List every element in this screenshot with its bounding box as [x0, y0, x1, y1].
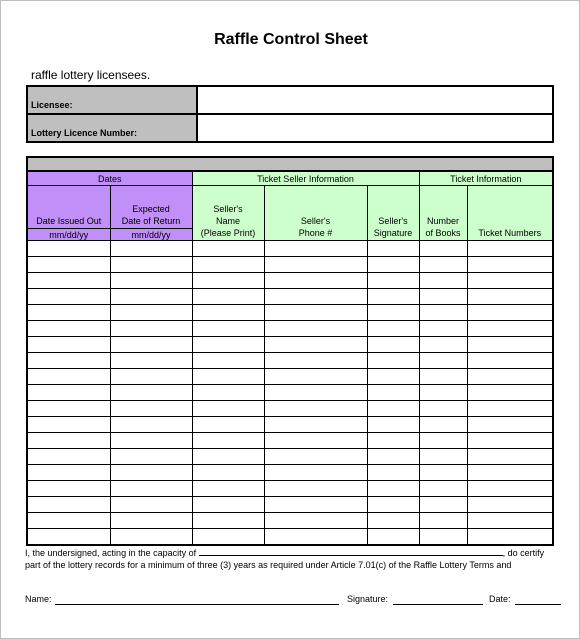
table-cell[interactable]	[110, 433, 192, 449]
table-row	[27, 497, 553, 513]
table-cell[interactable]	[192, 353, 264, 369]
table-cell[interactable]	[27, 305, 110, 321]
table-cell[interactable]	[110, 321, 192, 337]
table-cell[interactable]	[467, 337, 553, 353]
group-seller-info: Ticket Seller Information	[192, 171, 419, 186]
table-row	[27, 369, 553, 385]
table-cell[interactable]	[467, 353, 553, 369]
certification-line2: part of the lottery records for a minimum of three (3) years as required under Article 7.01(c) of the Raffle Lottery Terms and	[25, 560, 512, 570]
table-cell[interactable]	[264, 257, 367, 273]
signature-field[interactable]	[393, 604, 483, 605]
table-cell[interactable]	[27, 433, 110, 449]
table-row	[27, 241, 553, 257]
col-seller-name-line1: Seller's	[213, 204, 243, 214]
table-cell[interactable]	[192, 417, 264, 433]
table-cell[interactable]	[192, 289, 264, 305]
table-cell[interactable]	[192, 337, 264, 353]
col-seller-signature-line1: Seller's	[378, 216, 408, 226]
col-seller-name-line3: (Please Print)	[200, 228, 256, 238]
table-cell[interactable]	[367, 273, 419, 289]
table-row	[27, 353, 553, 369]
col-seller-signature-line2: Signature	[373, 228, 413, 238]
table-cell[interactable]	[419, 417, 467, 433]
table-cell[interactable]	[192, 273, 264, 289]
col-seller-phone-line2: Phone #	[298, 228, 333, 238]
table-cell[interactable]	[367, 449, 419, 465]
table-cell[interactable]	[419, 353, 467, 369]
page-title: Raffle Control Sheet	[214, 31, 368, 48]
table-cell[interactable]	[110, 513, 192, 529]
table-cell[interactable]	[367, 497, 419, 513]
group-header-row	[27, 171, 553, 186]
table-cell[interactable]	[367, 481, 419, 497]
table-cell[interactable]	[27, 513, 110, 529]
table-cell[interactable]	[467, 481, 553, 497]
table-cell[interactable]	[367, 433, 419, 449]
table-cell[interactable]	[192, 497, 264, 513]
table-cell[interactable]	[419, 401, 467, 417]
col-seller-name	[192, 186, 264, 241]
table-cell[interactable]	[110, 337, 192, 353]
table-cell[interactable]	[467, 241, 553, 257]
table-cell[interactable]	[419, 273, 467, 289]
certification-line1	[25, 546, 565, 559]
table-cell[interactable]	[367, 289, 419, 305]
table-row	[27, 305, 553, 321]
table-cell[interactable]	[27, 497, 110, 513]
table-cell[interactable]	[419, 257, 467, 273]
table-cell[interactable]	[27, 385, 110, 401]
table-cell[interactable]	[367, 529, 419, 546]
certification-text	[25, 546, 565, 571]
table-cell[interactable]	[264, 337, 367, 353]
table-cell[interactable]	[27, 289, 110, 305]
table-cell[interactable]	[110, 369, 192, 385]
table-row	[27, 433, 553, 449]
table-cell[interactable]	[192, 449, 264, 465]
table-row	[27, 465, 553, 481]
table-cell[interactable]	[27, 369, 110, 385]
table-cell[interactable]	[192, 305, 264, 321]
licence-number-row	[27, 114, 553, 142]
table-cell[interactable]	[110, 257, 192, 273]
certification-line1-end: , do certify	[502, 548, 545, 558]
raffle-control-table	[26, 156, 554, 546]
table-cell[interactable]	[467, 513, 553, 529]
table-row	[27, 257, 553, 273]
col-seller-signature	[367, 186, 419, 241]
capacity-field[interactable]	[199, 546, 503, 556]
group-ticket-info: Ticket Information	[419, 171, 553, 186]
licensee-info-table	[26, 85, 554, 143]
table-row	[27, 337, 553, 353]
table-cell[interactable]	[264, 353, 367, 369]
table-cell[interactable]	[27, 529, 110, 546]
group-dates: Dates	[27, 171, 192, 186]
table-cell[interactable]	[192, 513, 264, 529]
date-label: Date:	[489, 594, 511, 604]
table-cell[interactable]	[192, 321, 264, 337]
table-cell[interactable]	[367, 353, 419, 369]
table-row	[27, 273, 553, 289]
table-row	[27, 385, 553, 401]
table-cell[interactable]	[27, 417, 110, 433]
table-cell[interactable]	[419, 305, 467, 321]
col-seller-phone-line1: Seller's	[300, 216, 331, 226]
table-cell[interactable]	[419, 385, 467, 401]
col-date-issued-text: Date Issued Out	[36, 216, 102, 226]
table-cell[interactable]	[110, 241, 192, 257]
table-row	[27, 417, 553, 433]
table-row	[27, 321, 553, 337]
table-cell[interactable]	[110, 385, 192, 401]
col-expected-return	[110, 186, 192, 229]
table-cell[interactable]	[467, 529, 553, 546]
table-cell[interactable]	[27, 401, 110, 417]
table-cell[interactable]	[264, 321, 367, 337]
table-cell[interactable]	[110, 449, 192, 465]
table-cell[interactable]	[192, 385, 264, 401]
table-cell[interactable]	[419, 449, 467, 465]
table-cell[interactable]	[467, 369, 553, 385]
table-cell[interactable]	[467, 257, 553, 273]
table-cell[interactable]	[110, 529, 192, 546]
table-cell[interactable]	[467, 497, 553, 513]
table-row	[27, 289, 553, 305]
table-cell[interactable]	[419, 497, 467, 513]
table-cell[interactable]	[110, 401, 192, 417]
table-cell[interactable]	[419, 321, 467, 337]
col-ticket-numbers-text: Ticket Numbers	[478, 228, 542, 238]
col-ticket-numbers	[467, 186, 553, 241]
table-cell[interactable]	[27, 273, 110, 289]
col-number-of-books	[419, 186, 467, 241]
table-cell[interactable]	[467, 433, 553, 449]
table-cell[interactable]	[264, 369, 367, 385]
table-cell[interactable]	[192, 529, 264, 546]
table-cell[interactable]	[367, 241, 419, 257]
table-cell[interactable]	[467, 401, 553, 417]
table-cell[interactable]	[192, 257, 264, 273]
table-cell[interactable]	[27, 449, 110, 465]
table-cell[interactable]	[367, 401, 419, 417]
table-cell[interactable]	[367, 321, 419, 337]
table-cell[interactable]	[367, 257, 419, 273]
expected-return-format: mm/dd/yy	[110, 229, 192, 241]
table-cell[interactable]	[467, 465, 553, 481]
name-field[interactable]	[55, 604, 339, 605]
col-number-of-books-line2: of Books	[425, 228, 461, 238]
table-cell[interactable]	[467, 321, 553, 337]
table-row	[27, 513, 553, 529]
table-row	[27, 401, 553, 417]
table-cell[interactable]	[110, 417, 192, 433]
table-cell[interactable]	[467, 289, 553, 305]
table-cell[interactable]	[27, 337, 110, 353]
table-cell[interactable]	[192, 241, 264, 257]
table-cell[interactable]	[467, 385, 553, 401]
table-cell[interactable]	[192, 369, 264, 385]
table-cell[interactable]	[264, 497, 367, 513]
table-cell[interactable]	[367, 305, 419, 321]
table-cell[interactable]	[110, 305, 192, 321]
table-cell[interactable]	[192, 401, 264, 417]
table-cell[interactable]	[264, 529, 367, 546]
table-cell[interactable]	[27, 481, 110, 497]
table-cell[interactable]	[419, 337, 467, 353]
licensee-field[interactable]	[197, 86, 553, 114]
table-cell[interactable]	[419, 289, 467, 305]
table-cell[interactable]	[367, 337, 419, 353]
table-cell[interactable]	[110, 273, 192, 289]
licensee-row	[27, 86, 553, 114]
table-cell[interactable]	[27, 321, 110, 337]
col-number-of-books-line1: Number	[426, 216, 459, 226]
licence-number-label: Lottery Licence Number:	[27, 114, 197, 142]
table-cell[interactable]	[110, 465, 192, 481]
table-cell[interactable]	[419, 529, 467, 546]
col-date-issued	[27, 186, 110, 229]
table-cell[interactable]	[467, 417, 553, 433]
name-label: Name:	[25, 594, 52, 604]
table-cell[interactable]	[110, 353, 192, 369]
table-cell[interactable]	[367, 369, 419, 385]
table-cell[interactable]	[264, 385, 367, 401]
table-cell[interactable]	[264, 481, 367, 497]
table-cell[interactable]	[467, 449, 553, 465]
table-row	[27, 481, 553, 497]
table-cell[interactable]	[264, 305, 367, 321]
col-seller-phone	[264, 186, 367, 241]
grey-band-row	[27, 157, 553, 171]
table-cell[interactable]	[27, 465, 110, 481]
signature-label: Signature:	[347, 594, 389, 604]
table-body	[27, 241, 553, 546]
table-cell[interactable]	[419, 433, 467, 449]
table-cell[interactable]	[264, 449, 367, 465]
table-cell[interactable]	[264, 241, 367, 257]
col-seller-name-line2: Name	[215, 216, 240, 226]
table-cell[interactable]	[467, 273, 553, 289]
date-issued-format: mm/dd/yy	[27, 229, 110, 241]
table-cell[interactable]	[264, 433, 367, 449]
table-cell[interactable]	[419, 369, 467, 385]
table-cell[interactable]	[367, 513, 419, 529]
table-cell[interactable]	[192, 481, 264, 497]
table-row	[27, 529, 553, 546]
table-cell[interactable]	[27, 241, 110, 257]
col-expected-return-line1: Expected	[132, 204, 170, 214]
table-row	[27, 449, 553, 465]
table-cell[interactable]	[467, 305, 553, 321]
table-cell[interactable]	[110, 481, 192, 497]
table-cell[interactable]	[27, 353, 110, 369]
table-cell[interactable]	[264, 465, 367, 481]
table-cell[interactable]	[264, 401, 367, 417]
table-cell[interactable]	[367, 385, 419, 401]
licensee-label: Licensee:	[27, 86, 197, 114]
date-field[interactable]	[515, 604, 561, 605]
table-cell[interactable]	[264, 417, 367, 433]
table-cell[interactable]	[264, 273, 367, 289]
table-cell[interactable]	[264, 513, 367, 529]
certification-line1-start: I, the undersigned, acting in the capacity of	[25, 548, 197, 558]
table-cell[interactable]	[367, 417, 419, 433]
grey-band	[27, 157, 553, 171]
table-cell[interactable]	[419, 513, 467, 529]
table-cell[interactable]	[419, 465, 467, 481]
table-cell[interactable]	[27, 257, 110, 273]
table-cell[interactable]	[110, 497, 192, 513]
table-cell[interactable]	[419, 481, 467, 497]
table-cell[interactable]	[110, 289, 192, 305]
table-cell[interactable]	[192, 433, 264, 449]
table-cell[interactable]	[192, 465, 264, 481]
table-cell[interactable]	[264, 289, 367, 305]
table-cell[interactable]	[419, 241, 467, 257]
column-header-row	[27, 186, 553, 229]
col-expected-return-line2: Date of Return	[121, 216, 181, 226]
licence-number-field[interactable]	[197, 114, 553, 142]
table-cell[interactable]	[367, 465, 419, 481]
intro-text: raffle lottery licensees.	[31, 68, 151, 82]
